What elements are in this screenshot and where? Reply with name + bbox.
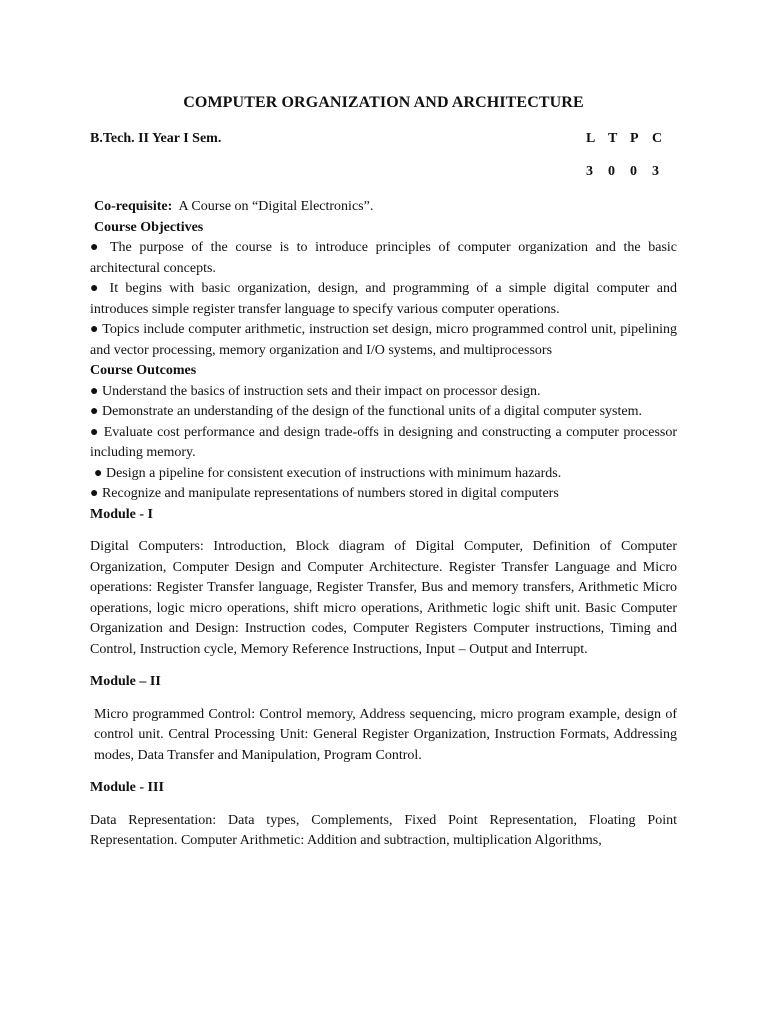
page-title: COMPUTER ORGANIZATION AND ARCHITECTURE: [183, 94, 584, 111]
syllabus-body: [90, 197, 677, 852]
outcome-item: ● Recognize and manipulate representations of numbers stored in digital computers: [90, 486, 559, 501]
course-outcomes-heading: Course Outcomes: [90, 363, 197, 378]
ltpc-header-c: C: [652, 131, 663, 146]
objective-item: ● The purpose of the course is to introduce principles of computer organization and the basic architectural concepts.: [90, 240, 677, 276]
corequisite: [90, 197, 677, 218]
ltpc-value-t: 0: [608, 164, 615, 179]
outcome-item: ● Evaluate cost performance and design trade-offs in designing and constructing a computer processor including memory.: [90, 424, 677, 460]
module-1-text: Digital Computers: Introduction, Block diagram of Digital Computer, Definition of Computer Organization, Computer Design and Computer Architecture. Register Transfer Language and Micro operations: Register Transfer language, Register Transfer, Bus and memory transfers, Arithmetic Micro operations, logic micro operations, shift micro operations, Arithmetic logic shift unit. Basic Computer Organization and Design: Instruction codes, Computer Registers Computer instructions, Timing and Control, Instruction cycle, Memory Reference Instructions, Input – Output and Interrupt.: [90, 539, 677, 657]
ltpc-value-p: 0: [630, 164, 637, 179]
module-1-heading: Module - I: [90, 506, 153, 522]
ltpc-header-t: T: [608, 131, 618, 146]
module-2-text: Micro programmed Control: Control memory, Address sequencing, micro program example, design of control unit. Central Processing Unit: General Register Organization, Instruction Formats, Addressing modes, Data Transfer and Manipulation, Program Control.: [94, 706, 677, 763]
semester-label: B.Tech. II Year I Sem.: [90, 131, 222, 146]
corequisite-label: Co-requisite:: [94, 199, 173, 214]
module-3-heading: Module - III: [90, 780, 164, 795]
module-2-heading: Module – II: [90, 674, 161, 689]
ltpc-value-l: 3: [586, 164, 593, 179]
outcome-item: ● Demonstrate an understanding of the design of the functional units of a digital computer system.: [90, 404, 642, 419]
ltpc-values: [586, 164, 674, 180]
module-3-text: Data Representation: Data types, Complements, Fixed Point Representation, Floating Point Representation. Computer Arithmetic: Addition and subtraction, multiplication Algorithms,: [90, 812, 677, 848]
outcome-item: ● Understand the basics of instruction sets and their impact on processor design.: [90, 383, 541, 399]
objective-item: ● Topics include computer arithmetic, instruction set design, micro programmed control unit, pipelining and vector processing, memory organization and I/O systems, and multiprocessors: [90, 322, 677, 358]
outcome-item: ● Design a pipeline for consistent execution of instructions with minimum hazards.: [94, 465, 562, 481]
course-objectives-heading: Course Objectives: [94, 219, 204, 235]
ltpc-headers: [586, 131, 674, 147]
objective-item: ● It begins with basic organization, design, and programming of a simple digital computer and introduces simple register transfer language to specify various computer operations.: [90, 281, 677, 317]
ltpc-value-c: 3: [652, 164, 659, 179]
ltpc-header-p: P: [630, 131, 639, 146]
corequisite-text: A Course on “Digital Electronics”.: [178, 199, 374, 214]
ltpc-header-l: L: [586, 131, 596, 146]
